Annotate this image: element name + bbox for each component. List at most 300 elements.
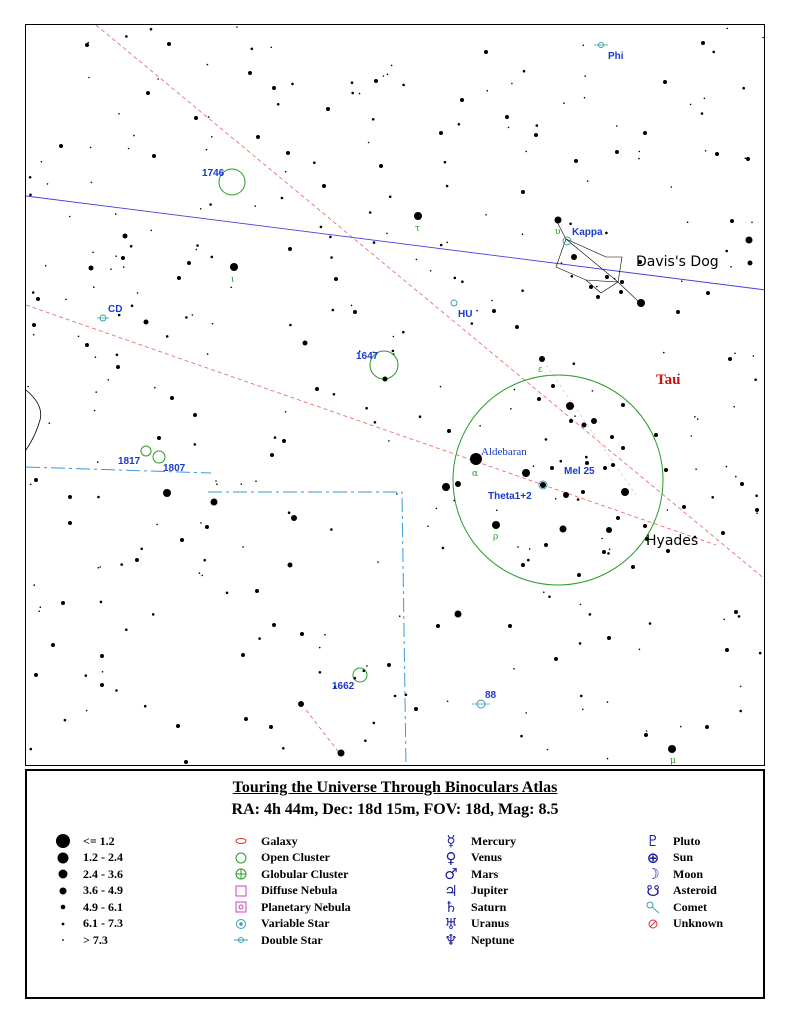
faint-star bbox=[701, 112, 704, 115]
star bbox=[643, 524, 647, 528]
faint-star bbox=[680, 726, 682, 728]
star bbox=[715, 152, 719, 156]
faint-star bbox=[319, 647, 321, 649]
star bbox=[176, 724, 180, 728]
faint-star bbox=[742, 87, 745, 90]
star bbox=[563, 492, 569, 498]
star bbox=[620, 280, 624, 284]
faint-star bbox=[573, 362, 576, 365]
faint-star bbox=[601, 538, 603, 540]
star-label-mel25: Mel 25 bbox=[564, 466, 595, 477]
legend-mars bbox=[437, 866, 516, 883]
comet-icon bbox=[639, 900, 667, 914]
legend-neptune-label: Neptune bbox=[471, 932, 515, 947]
faint-star bbox=[580, 695, 583, 698]
star bbox=[334, 277, 338, 281]
star bbox=[447, 429, 451, 433]
star bbox=[322, 184, 326, 188]
faint-star bbox=[93, 286, 95, 288]
planet-legend bbox=[437, 833, 516, 949]
faint-star bbox=[738, 615, 741, 618]
faint-star bbox=[476, 310, 478, 312]
faint-star bbox=[561, 262, 563, 264]
hyades-cluster-circle bbox=[453, 375, 663, 585]
star bbox=[230, 263, 238, 271]
sun-icon: ⊕ bbox=[646, 848, 660, 867]
open-cluster-icon bbox=[227, 852, 255, 864]
mercury-icon: ☿ bbox=[446, 832, 456, 851]
asterism-lines-3 bbox=[566, 239, 618, 282]
star bbox=[269, 725, 273, 729]
neptune-icon: ♆ bbox=[444, 931, 458, 950]
mag-label-2: 1.2 - 2.4 bbox=[83, 850, 123, 865]
mag-row-4 bbox=[49, 883, 123, 900]
faint-star bbox=[569, 223, 572, 226]
star bbox=[211, 499, 218, 506]
faint-star bbox=[596, 286, 598, 288]
star bbox=[591, 418, 597, 424]
open-cluster-1662 bbox=[353, 668, 367, 682]
star bbox=[439, 131, 443, 135]
faint-star bbox=[95, 391, 97, 393]
faint-star bbox=[587, 180, 589, 182]
faint-star bbox=[697, 418, 699, 420]
star bbox=[740, 482, 744, 486]
galaxy-icon bbox=[227, 835, 255, 847]
faint-star bbox=[91, 182, 93, 184]
legend-venus-label: Venus bbox=[471, 850, 502, 865]
star bbox=[706, 291, 710, 295]
faint-star bbox=[533, 465, 535, 467]
faint-star bbox=[242, 546, 244, 548]
star bbox=[256, 135, 260, 139]
star bbox=[574, 159, 578, 163]
faint-star bbox=[207, 64, 209, 66]
faint-star bbox=[251, 48, 254, 51]
faint-star bbox=[118, 113, 120, 115]
faint-star bbox=[285, 171, 287, 173]
faint-star bbox=[330, 528, 333, 531]
faint-star bbox=[639, 151, 641, 153]
open-cluster-1807 bbox=[153, 451, 165, 463]
faint-star bbox=[616, 125, 618, 127]
star-chart bbox=[25, 24, 765, 766]
faint-star bbox=[402, 84, 405, 87]
faint-star bbox=[49, 422, 51, 424]
faint-star bbox=[209, 203, 212, 206]
faint-star bbox=[351, 81, 354, 84]
faint-star bbox=[479, 425, 481, 427]
faint-star bbox=[196, 249, 198, 251]
star bbox=[582, 423, 587, 428]
faint-star bbox=[255, 205, 257, 207]
mag-dot-5 bbox=[49, 899, 77, 915]
greek-label-upsilon: υ bbox=[555, 227, 561, 237]
faint-star bbox=[354, 677, 357, 680]
star bbox=[167, 42, 171, 46]
legend-galaxy bbox=[227, 833, 351, 850]
ecliptic-line-1 bbox=[96, 25, 765, 580]
faint-star bbox=[508, 127, 510, 129]
faint-star bbox=[646, 730, 648, 732]
faint-star bbox=[365, 407, 368, 410]
star bbox=[550, 466, 554, 470]
star bbox=[534, 133, 538, 137]
faint-star bbox=[211, 256, 214, 259]
greek-label-alpha: α bbox=[472, 469, 479, 479]
faint-star bbox=[97, 496, 100, 499]
star-label-aldebaran: Aldebaran bbox=[481, 446, 527, 458]
faint-star bbox=[393, 353, 395, 355]
faint-star bbox=[368, 142, 370, 144]
faint-star bbox=[723, 619, 725, 621]
faint-star bbox=[200, 522, 202, 524]
star bbox=[621, 488, 629, 496]
faint-star bbox=[285, 411, 287, 413]
mag-label-3: 2.4 - 3.6 bbox=[83, 866, 123, 881]
star bbox=[554, 657, 558, 661]
asterism-label-davis-dog: Davis's Dog bbox=[636, 254, 719, 270]
faint-star bbox=[740, 686, 742, 688]
legend-open-cluster bbox=[227, 850, 351, 867]
legend-globular-cluster-label: Globular Cluster bbox=[261, 866, 349, 881]
faint-star bbox=[95, 356, 97, 358]
faint-star bbox=[372, 118, 375, 121]
star bbox=[551, 384, 555, 388]
faint-star bbox=[324, 634, 326, 636]
star bbox=[654, 433, 658, 437]
faint-star bbox=[607, 552, 610, 555]
faint-star bbox=[687, 221, 689, 223]
faint-star bbox=[547, 749, 549, 751]
faint-star bbox=[571, 275, 574, 278]
faint-star bbox=[208, 116, 210, 118]
faint-star bbox=[762, 37, 764, 39]
jupiter-icon: ♃ bbox=[444, 881, 458, 900]
faint-star bbox=[461, 280, 464, 283]
faint-star bbox=[373, 722, 376, 725]
faint-star bbox=[580, 604, 582, 606]
faint-star bbox=[102, 671, 104, 673]
star bbox=[89, 266, 94, 271]
faint-star bbox=[639, 649, 641, 651]
legend-moon bbox=[639, 866, 723, 883]
legend-planetary-nebula-label: Planetary Nebula bbox=[261, 899, 351, 914]
star bbox=[585, 461, 589, 465]
faint-star bbox=[514, 389, 516, 391]
faint-star bbox=[584, 75, 586, 77]
star bbox=[701, 41, 705, 45]
star bbox=[581, 490, 585, 494]
faint-star bbox=[756, 512, 758, 514]
star bbox=[163, 489, 171, 497]
faint-star bbox=[108, 379, 110, 381]
faint-star bbox=[579, 642, 582, 645]
faint-star bbox=[150, 230, 152, 232]
faint-star bbox=[447, 701, 449, 703]
faint-star bbox=[90, 147, 92, 149]
star bbox=[566, 402, 574, 410]
star bbox=[602, 550, 606, 554]
faint-star bbox=[110, 268, 112, 270]
faint-star bbox=[705, 150, 707, 152]
faint-star bbox=[330, 256, 333, 259]
star bbox=[379, 164, 383, 168]
faint-star bbox=[759, 652, 762, 655]
faint-star bbox=[755, 494, 758, 497]
star bbox=[286, 151, 290, 155]
faint-star bbox=[351, 305, 353, 307]
star bbox=[270, 453, 274, 457]
legend-mercury-label: Mercury bbox=[471, 833, 517, 848]
faint-star bbox=[754, 378, 757, 381]
mag-label-6: 6.1 - 7.3 bbox=[83, 916, 123, 931]
faint-star bbox=[144, 705, 147, 708]
faint-star bbox=[277, 103, 280, 106]
faint-star bbox=[166, 335, 169, 338]
faint-star bbox=[511, 83, 513, 85]
legend-comet-label: Comet bbox=[673, 899, 707, 914]
star bbox=[272, 623, 276, 627]
legend-sun bbox=[639, 850, 723, 867]
star bbox=[170, 396, 174, 400]
faint-star bbox=[206, 149, 208, 151]
star-label-theta: Theta1+2 bbox=[488, 491, 532, 502]
faint-star bbox=[115, 213, 117, 215]
diffuse-nebula-icon bbox=[227, 885, 255, 897]
asterism-lines-2 bbox=[586, 280, 640, 303]
faint-star bbox=[563, 102, 565, 104]
star bbox=[721, 531, 725, 535]
faint-star bbox=[47, 183, 49, 185]
faint-star bbox=[313, 161, 316, 164]
faint-star bbox=[38, 610, 40, 612]
faint-star bbox=[734, 353, 736, 355]
boundary-curve bbox=[26, 390, 41, 450]
faint-star bbox=[691, 435, 693, 437]
faint-star bbox=[704, 98, 706, 100]
faint-star bbox=[85, 674, 88, 677]
faint-star bbox=[440, 244, 443, 247]
faint-star bbox=[522, 233, 524, 235]
faint-star bbox=[444, 161, 447, 164]
stars-layer bbox=[27, 26, 764, 764]
legend-uranus-label: Uranus bbox=[471, 916, 510, 931]
faint-star bbox=[638, 158, 640, 160]
faint-star bbox=[583, 45, 585, 47]
constellation-boundary-2 bbox=[208, 492, 406, 766]
legend-neptune bbox=[437, 932, 516, 949]
faint-star bbox=[274, 436, 277, 439]
greek-label-mu: μ bbox=[670, 756, 676, 766]
faint-star bbox=[131, 305, 134, 308]
legend-venus bbox=[437, 850, 516, 867]
legend-asteroid bbox=[639, 883, 723, 900]
cluster-label-1746: 1746 bbox=[202, 168, 225, 179]
star bbox=[135, 558, 139, 562]
star bbox=[205, 525, 209, 529]
faint-star bbox=[194, 443, 197, 446]
legend-variable-star-label: Variable Star bbox=[261, 916, 330, 931]
star bbox=[61, 601, 65, 605]
star bbox=[100, 683, 104, 687]
star bbox=[746, 157, 750, 161]
mag-label-1: <= 1.2 bbox=[83, 833, 115, 848]
star bbox=[300, 632, 304, 636]
faint-star bbox=[199, 572, 201, 574]
star bbox=[666, 549, 670, 553]
faint-star bbox=[389, 195, 392, 198]
legend-saturn-label: Saturn bbox=[471, 899, 507, 914]
faint-star bbox=[185, 316, 188, 319]
star bbox=[508, 624, 512, 628]
faint-star bbox=[523, 70, 526, 73]
star bbox=[521, 190, 525, 194]
star bbox=[414, 707, 418, 711]
faint-star bbox=[92, 252, 94, 254]
faint-star bbox=[78, 336, 80, 338]
star bbox=[177, 276, 181, 280]
faint-star bbox=[396, 493, 398, 495]
faint-star bbox=[726, 28, 728, 30]
faint-star bbox=[359, 93, 361, 95]
star bbox=[728, 357, 732, 361]
star bbox=[537, 397, 541, 401]
greek-label-epsilon: ε bbox=[538, 365, 543, 375]
faint-star bbox=[374, 421, 377, 424]
double-star-icon bbox=[227, 934, 255, 946]
star bbox=[610, 435, 614, 439]
faint-star bbox=[116, 354, 119, 357]
faint-star bbox=[513, 668, 515, 670]
faint-star bbox=[373, 241, 376, 244]
legend-double-star-label: Double Star bbox=[261, 932, 323, 947]
faint-star bbox=[574, 415, 576, 417]
legend-mars-label: Mars bbox=[471, 866, 499, 881]
star bbox=[338, 750, 345, 757]
faint-star bbox=[442, 547, 445, 550]
star bbox=[51, 643, 55, 647]
variable-star-hu bbox=[451, 300, 457, 306]
star bbox=[603, 466, 607, 470]
other-legend bbox=[639, 833, 723, 932]
faint-star bbox=[548, 595, 551, 598]
star bbox=[492, 521, 500, 529]
moon-icon: ☽ bbox=[646, 865, 660, 884]
open-cluster-1817 bbox=[141, 446, 151, 456]
faint-star bbox=[258, 637, 261, 640]
star bbox=[730, 219, 734, 223]
legend-saturn bbox=[437, 899, 516, 916]
faint-star bbox=[392, 350, 395, 353]
asterism-label-hyades: Hyades bbox=[646, 533, 699, 549]
legend-comet bbox=[639, 899, 723, 916]
pluto-icon: ♇ bbox=[646, 832, 660, 851]
faint-star bbox=[207, 353, 209, 355]
star bbox=[298, 701, 304, 707]
star bbox=[746, 237, 753, 244]
star bbox=[676, 310, 680, 314]
star bbox=[383, 377, 388, 382]
star bbox=[682, 505, 686, 509]
legend-subtitle: RA: 4h 44m, Dec: 18d 15m, FOV: 18d, Mag: 8.5 bbox=[231, 801, 559, 818]
faint-star bbox=[393, 336, 395, 338]
star bbox=[100, 654, 104, 658]
faint-star bbox=[436, 508, 438, 510]
mag-dot-4 bbox=[49, 883, 77, 899]
faint-star bbox=[446, 242, 448, 244]
star bbox=[32, 323, 36, 327]
faint-star bbox=[545, 438, 548, 441]
faint-star bbox=[453, 500, 455, 502]
faint-star bbox=[690, 104, 692, 106]
faint-star bbox=[485, 214, 487, 216]
faint-star bbox=[671, 186, 673, 188]
faint-star bbox=[491, 300, 493, 302]
faint-star bbox=[97, 461, 99, 463]
greek-label-tau: τ bbox=[415, 224, 420, 234]
legend-open-cluster-label: Open Cluster bbox=[261, 850, 330, 865]
legend-diffuse-nebula bbox=[227, 883, 351, 900]
mag-row-2 bbox=[49, 850, 123, 867]
faint-star bbox=[383, 75, 385, 77]
mag-dot-6 bbox=[49, 916, 77, 932]
faint-star bbox=[369, 211, 372, 214]
star bbox=[455, 611, 462, 618]
faint-star bbox=[200, 208, 202, 210]
star bbox=[663, 80, 667, 84]
star bbox=[611, 463, 615, 467]
faint-star bbox=[386, 233, 388, 235]
star bbox=[460, 98, 464, 102]
star bbox=[725, 648, 729, 652]
faint-star bbox=[125, 628, 128, 631]
faint-star bbox=[154, 387, 156, 389]
asteroid-icon: ☋ bbox=[646, 881, 660, 900]
faint-star bbox=[730, 266, 732, 268]
star bbox=[492, 309, 496, 313]
star bbox=[194, 116, 198, 120]
faint-star bbox=[525, 151, 527, 153]
star bbox=[560, 526, 567, 533]
star-label-cd: CD bbox=[108, 304, 123, 315]
legend-pluto-label: Pluto bbox=[673, 833, 701, 848]
star bbox=[515, 325, 519, 329]
star bbox=[326, 107, 330, 111]
star-label-phi: Phi bbox=[608, 51, 624, 62]
faint-star bbox=[329, 236, 332, 239]
mag-dot-2 bbox=[49, 850, 77, 866]
star bbox=[121, 256, 125, 260]
faint-star bbox=[427, 525, 429, 527]
faint-star bbox=[216, 483, 218, 485]
faint-star bbox=[582, 709, 584, 711]
faint-star bbox=[733, 406, 735, 408]
legend-jupiter-label: Jupiter bbox=[471, 883, 509, 898]
faint-star bbox=[215, 480, 217, 482]
faint-star bbox=[255, 480, 257, 482]
faint-star bbox=[332, 309, 335, 312]
cluster-label-1647: 1647 bbox=[356, 351, 379, 362]
faint-star bbox=[86, 710, 88, 712]
faint-star bbox=[115, 255, 117, 257]
star bbox=[643, 131, 647, 135]
planetary-nebula-icon bbox=[227, 901, 255, 913]
star bbox=[606, 527, 612, 533]
faint-star bbox=[364, 739, 367, 742]
faint-star bbox=[529, 548, 531, 550]
faint-star bbox=[125, 35, 128, 38]
